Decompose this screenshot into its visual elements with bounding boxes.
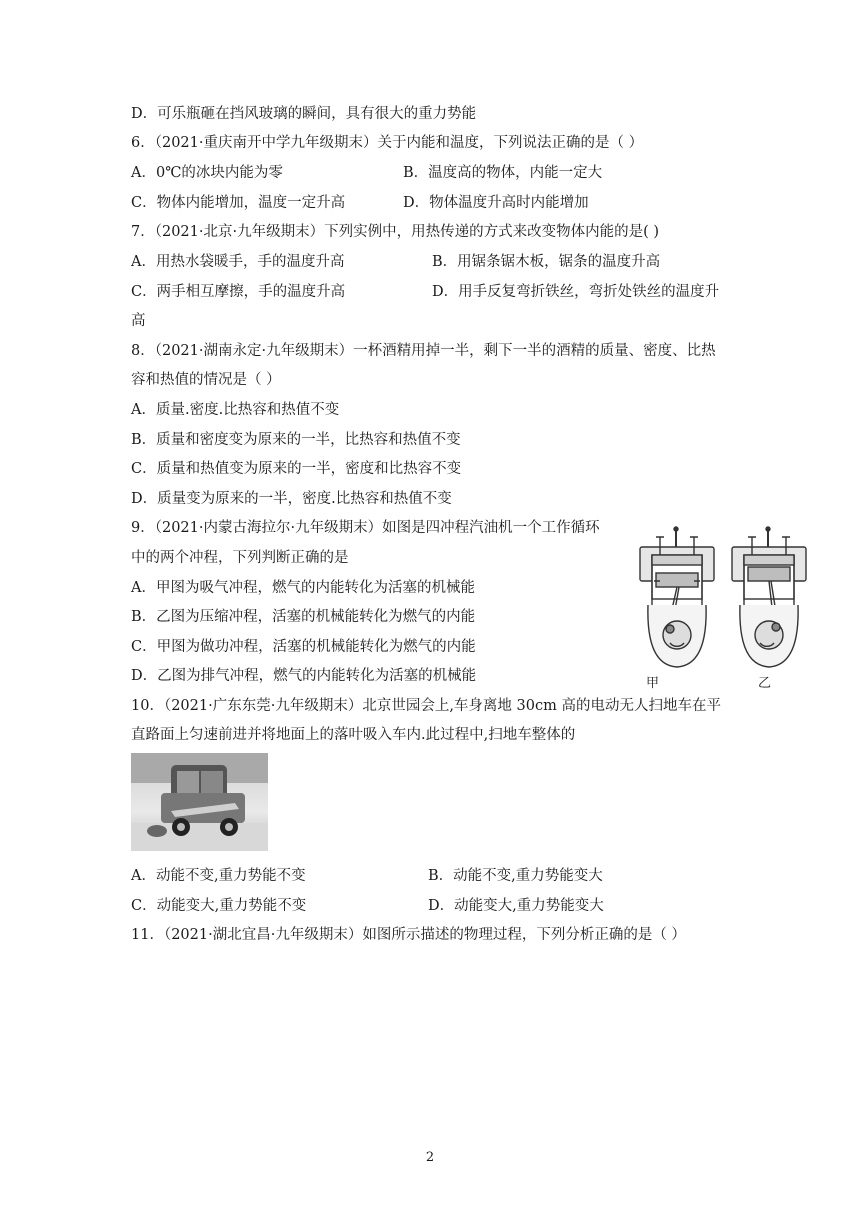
q9-option-c: C．甲图为做功冲程，活塞的机械能转化为燃气的内能 [131,639,476,655]
figure-label-jia: 甲 [646,676,660,691]
q11-stem: 11．（2021·湖北宜昌·九年级期末）如图所示描述的物理过程，下列分析正确的是（ ） [131,927,686,943]
q7-option-d-continued: 高 [131,313,146,329]
q9-stem-line2: 中的两个冲程，下列判断正确的是 [131,550,349,566]
engine-yi-diagram [732,527,806,667]
q8-option-a: A．质量.密度.比热容和热值不变 [131,402,340,418]
q6-option-d: D．物体温度升高时内能增加 [403,195,589,211]
q6-option-a: A．0℃的冰块内能为零 [131,165,283,181]
q6-stem: 6．（2021·重庆南开中学九年级期末）关于内能和温度，下列说法正确的是（ ） [131,135,644,151]
q7-stem: 7．（2021·北京·九年级期末）下列实例中，用热传递的方式来改变物体内能的是( ) [131,224,660,240]
q8-stem-line2: 容和热值的情况是（ ） [131,372,281,388]
figure-label-yi: 乙 [758,676,772,691]
q10-stem-line2: 直路面上匀速前进并将地面上的落叶吸入车内.此过程中,扫地车整体的 [131,727,576,743]
q9-option-b: B．乙图为压缩冲程，活塞的机械能转化为燃气的内能 [131,609,476,625]
street-sweeper-photo [131,753,268,851]
q7-option-b: B．用锯条锯木板，锯条的温度升高 [432,254,661,270]
q6-option-b: B．温度高的物体，内能一定大 [403,165,603,181]
q9-stem-line1: 9．（2021·内蒙古海拉尔·九年级期末）如图是四冲程汽油机一个工作循环 [131,520,600,536]
q8-stem-line1: 8．（2021·湖南永定·九年级期末）一杯酒精用掉一半，剩下一半的酒精的质量、密度、比热 [131,343,716,359]
q10-option-a: A．动能不变,重力势能不变 [131,868,306,884]
page-number: 2 [425,1150,435,1165]
q7-option-c: C．两手相互摩擦，手的温度升高 [131,284,346,300]
engine-jia-diagram [640,527,714,667]
q10-stem-line1: 10．（2021·广东东莞·九年级期末）北京世园会上,车身离地 30cm 高的电动无人扫地车在平 [131,698,721,714]
q9-option-d: D．乙图为排气冲程，燃气的内能转化为活塞的机械能 [131,668,477,684]
q9-option-a: A．甲图为吸气冲程，燃气的内能转化为活塞的机械能 [131,580,475,596]
q5-option-d: D．可乐瓶砸在挡风玻璃的瞬间，具有很大的重力势能 [131,106,477,122]
q10-option-d: D．动能变大,重力势能变大 [428,898,604,914]
engine-strokes-drawing [638,525,808,675]
q7-option-a: A．用热水袋暖手，手的温度升高 [131,254,345,270]
q10-option-b: B．动能不变,重力势能变大 [428,868,603,884]
street-sweeper-drawing [131,753,268,851]
q6-option-c: C．物体内能增加，温度一定升高 [131,195,346,211]
q8-option-d: D．质量变为原来的一半，密度.比热容和热值不变 [131,491,452,507]
q10-option-c: C．动能变大,重力势能不变 [131,898,307,914]
q8-option-c: C．质量和热值变为原来的一半，密度和比热容不变 [131,461,462,477]
q7-option-d: D．用手反复弯折铁丝，弯折处铁丝的温度升 [432,284,720,300]
engine-strokes-figure [638,525,808,675]
q8-option-b: B．质量和密度变为原来的一半，比热容和热值不变 [131,432,461,448]
